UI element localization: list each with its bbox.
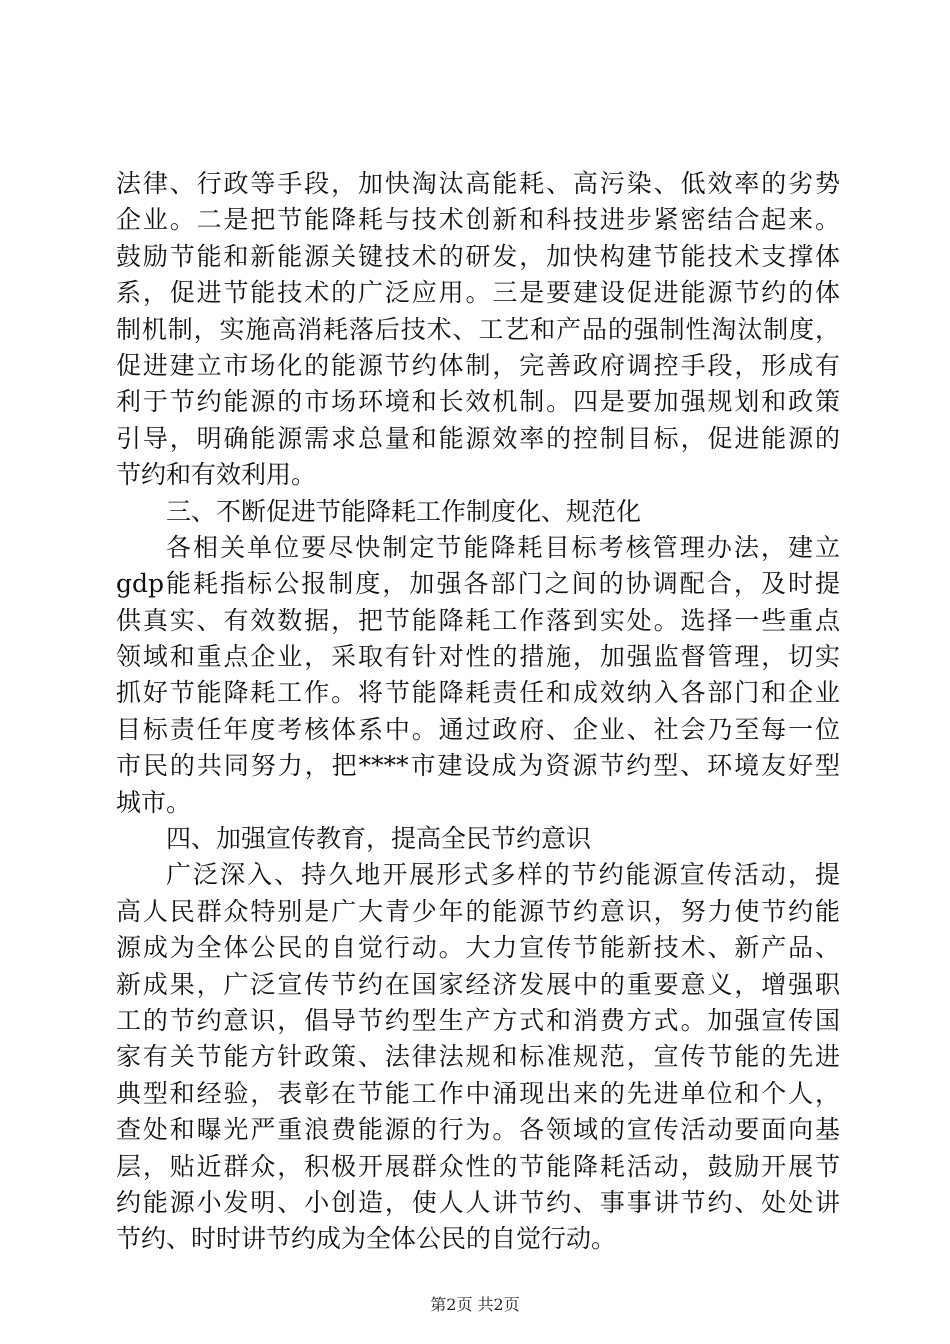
text-line: 目标责任年度考核体系中。通过政府、企业、社会乃至每一位 [116, 714, 840, 744]
section-heading [116, 494, 840, 530]
text-line: 企业。二是把节能降耗与技术创新和科技进步紧密结合起来。 [116, 205, 840, 235]
text-line: 利于节约能源的市场环境和长效机制。四是要加强规划和政策 [116, 387, 840, 417]
text-line: 典型和经验，表彰在节能工作中涌现出来的先进单位和个人， [116, 1078, 840, 1108]
page-number: 第2页 共2页 [430, 1295, 520, 1314]
text-line: 系，促进节能技术的广泛应用。三是要建设促进能源节约的体 [116, 278, 840, 308]
text-line: 城市。 [116, 787, 192, 817]
text-line: 家有关节能方针政策、法律法规和标准规范，宣传节能的先进 [116, 1042, 840, 1072]
text-line: 查处和曝光严重浪费能源的行为。各领域的宣传活动要面向基 [116, 1115, 840, 1145]
text-line: 促进建立市场化的能源节约体制，完善政府调控手段，形成有 [116, 350, 840, 380]
document-body [116, 166, 840, 1258]
paragraph [116, 857, 840, 1257]
heading-text: 四、加强宣传教育，提高全民节约意识 [166, 824, 592, 854]
text-line: 鼓励节能和新能源关键技术的研发，加快构建节能技术支撑体 [116, 241, 840, 271]
text-line: 广泛深入、持久地开展形式多样的节约能源宣传活动，提 [166, 860, 840, 890]
text-line: 工的节约意识，倡导节约型生产方式和消费方式。加强宣传国 [116, 1005, 840, 1035]
text-line: 领域和重点企业，采取有针对性的措施，加强监督管理，切实 [116, 642, 840, 672]
page-footer [0, 1292, 950, 1315]
text-line: 源成为全体公民的自觉行动。大力宣传节能新技术、新产品、 [116, 933, 840, 963]
text-line: 市民的共同努力，把****市建设成为资源节约型、环境友好型 [116, 751, 840, 781]
text-line: 抓好节能降耗工作。将节能降耗责任和成效纳入各部门和企业 [116, 678, 840, 708]
text-line: 制机制，实施高消耗落后技术、工艺和产品的强制性淘汰制度， [116, 314, 840, 344]
text-line: 引导，明确能源需求总量和能源效率的控制目标，促进能源的 [116, 423, 840, 453]
text-line: 法律、行政等手段，加快淘汰高能耗、高污染、低效率的劣势 [116, 169, 840, 198]
paragraph [116, 166, 840, 494]
text-line: 层，贴近群众，积极开展群众性的节能降耗活动，鼓励开展节 [116, 1151, 840, 1181]
text-line: 约能源小发明、小创造，使人人讲节约、事事讲节约、处处讲 [116, 1187, 840, 1217]
section-heading [116, 821, 840, 857]
text-line: 各相关单位要尽快制定节能降耗目标考核管理办法，建立 [166, 532, 840, 562]
text-line: 节约和有效利用。 [116, 460, 317, 490]
text-line: 供真实、有效数据，把节能降耗工作落到实处。选择一些重点 [116, 605, 840, 635]
text-line: 新成果，广泛宣传节约在国家经济发展中的重要意义，增强职 [116, 969, 840, 999]
text-line: 节约、时时讲节约成为全体公民的自觉行动。 [116, 1224, 617, 1254]
text-line: 高人民群众特别是广大青少年的能源节约意识，努力使节约能 [116, 896, 840, 926]
text-line: gdp能耗指标公报制度，加强各部门之间的协调配合，及时提 [116, 569, 840, 599]
paragraph [116, 530, 840, 821]
heading-text: 三、不断促进节能降耗工作制度化、规范化 [166, 496, 642, 526]
